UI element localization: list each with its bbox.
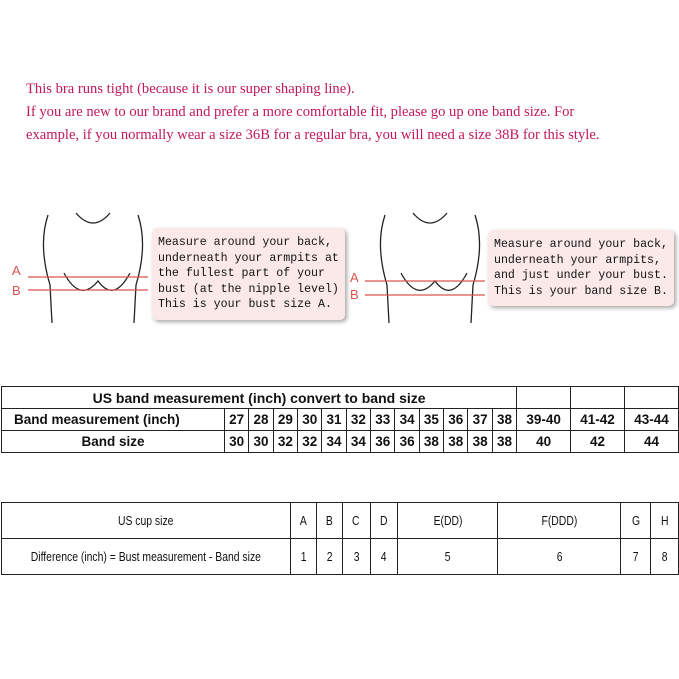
- band-measurement-cell: 39-40: [517, 409, 571, 431]
- band-size-cell: 30: [225, 431, 249, 453]
- intro-text: [26, 78, 666, 147]
- band-measurement-cell: 27: [225, 409, 249, 431]
- bust-measure-figure: [8, 205, 338, 325]
- cup-size-cell: E(DD): [398, 503, 498, 539]
- band-measure-figure: [345, 205, 675, 325]
- label-b: B: [12, 283, 21, 298]
- band-size-cell: 32: [298, 431, 322, 453]
- band-size-cell: 38: [468, 431, 492, 453]
- band-measurement-cell: 33: [371, 409, 395, 431]
- band-size-header: Band size: [2, 431, 225, 453]
- cup-size-cell: A: [290, 503, 316, 539]
- band-size-cell: 34: [346, 431, 370, 453]
- band-size-table: [1, 386, 679, 453]
- band-measurement-cell: 41-42: [571, 409, 625, 431]
- band-size-cell: 32: [273, 431, 297, 453]
- label-a: A: [12, 263, 21, 278]
- cup-size-cell: D: [370, 503, 398, 539]
- difference-cell: 1: [290, 539, 316, 575]
- cup-size-cell: B: [316, 503, 342, 539]
- difference-cell: 4: [370, 539, 398, 575]
- band-measurement-cell: 32: [346, 409, 370, 431]
- band-measurement-header: Band measurement (inch): [2, 409, 225, 431]
- band-measurement-cell: 29: [273, 409, 297, 431]
- band-measurement-cell: 31: [322, 409, 346, 431]
- band-size-cell: 36: [395, 431, 419, 453]
- torso-illustration: [345, 205, 495, 325]
- difference-cell: 5: [398, 539, 498, 575]
- band-measurement-cell: 30: [298, 409, 322, 431]
- label-b: B: [350, 287, 359, 302]
- band-measurement-cell: 35: [419, 409, 443, 431]
- band-size-cell: 42: [571, 431, 625, 453]
- band-size-cell: 44: [625, 431, 679, 453]
- difference-cell: 2: [316, 539, 342, 575]
- band-table-title: US band measurement (inch) convert to band size: [2, 387, 517, 409]
- band-measurement-cell: 36: [444, 409, 468, 431]
- table-cell: [517, 387, 571, 409]
- torso-illustration: [8, 205, 158, 325]
- band-size-cell: 30: [249, 431, 273, 453]
- difference-cell: 6: [498, 539, 621, 575]
- cup-size-header: US cup size: [2, 503, 291, 539]
- difference-cell: 8: [651, 539, 679, 575]
- band-measurement-cell: 43-44: [625, 409, 679, 431]
- band-size-cell: 38: [444, 431, 468, 453]
- bust-instruction-box: Measure around your back, underneath your armpits at the fullest part of your bust (at the nipple level) This is your bust size A.: [152, 228, 345, 320]
- band-measurement-cell: 38: [492, 409, 516, 431]
- cup-size-cell: C: [342, 503, 370, 539]
- difference-cell: 3: [342, 539, 370, 575]
- cup-size-cell: F(DDD): [498, 503, 621, 539]
- intro-line-3: example, if you normally wear a size 36B for a regular bra, you will need a size 38B for this style.: [26, 127, 600, 143]
- band-instruction-box: Measure around your back, underneath your armpits, and just under your bust. This is your band size B.: [488, 230, 674, 306]
- band-size-cell: 38: [419, 431, 443, 453]
- intro-line-1: This bra runs tight (because it is our super shaping line).: [26, 81, 355, 97]
- band-measurement-cell: 37: [468, 409, 492, 431]
- table-cell: [571, 387, 625, 409]
- cup-size-table: [1, 502, 679, 575]
- band-size-cell: 36: [371, 431, 395, 453]
- band-size-cell: 38: [492, 431, 516, 453]
- cup-size-cell: G: [621, 503, 651, 539]
- band-size-cell: 40: [517, 431, 571, 453]
- band-size-cell: 34: [322, 431, 346, 453]
- band-measurement-cell: 28: [249, 409, 273, 431]
- table-cell: [625, 387, 679, 409]
- band-measurement-cell: 34: [395, 409, 419, 431]
- difference-cell: 7: [621, 539, 651, 575]
- difference-header: Difference (inch) = Bust measurement - Band size: [2, 539, 291, 575]
- intro-line-2: If you are new to our brand and prefer a more comfortable fit, please go up one band size. For: [26, 104, 575, 120]
- label-a: A: [350, 270, 359, 285]
- cup-size-cell: H: [651, 503, 679, 539]
